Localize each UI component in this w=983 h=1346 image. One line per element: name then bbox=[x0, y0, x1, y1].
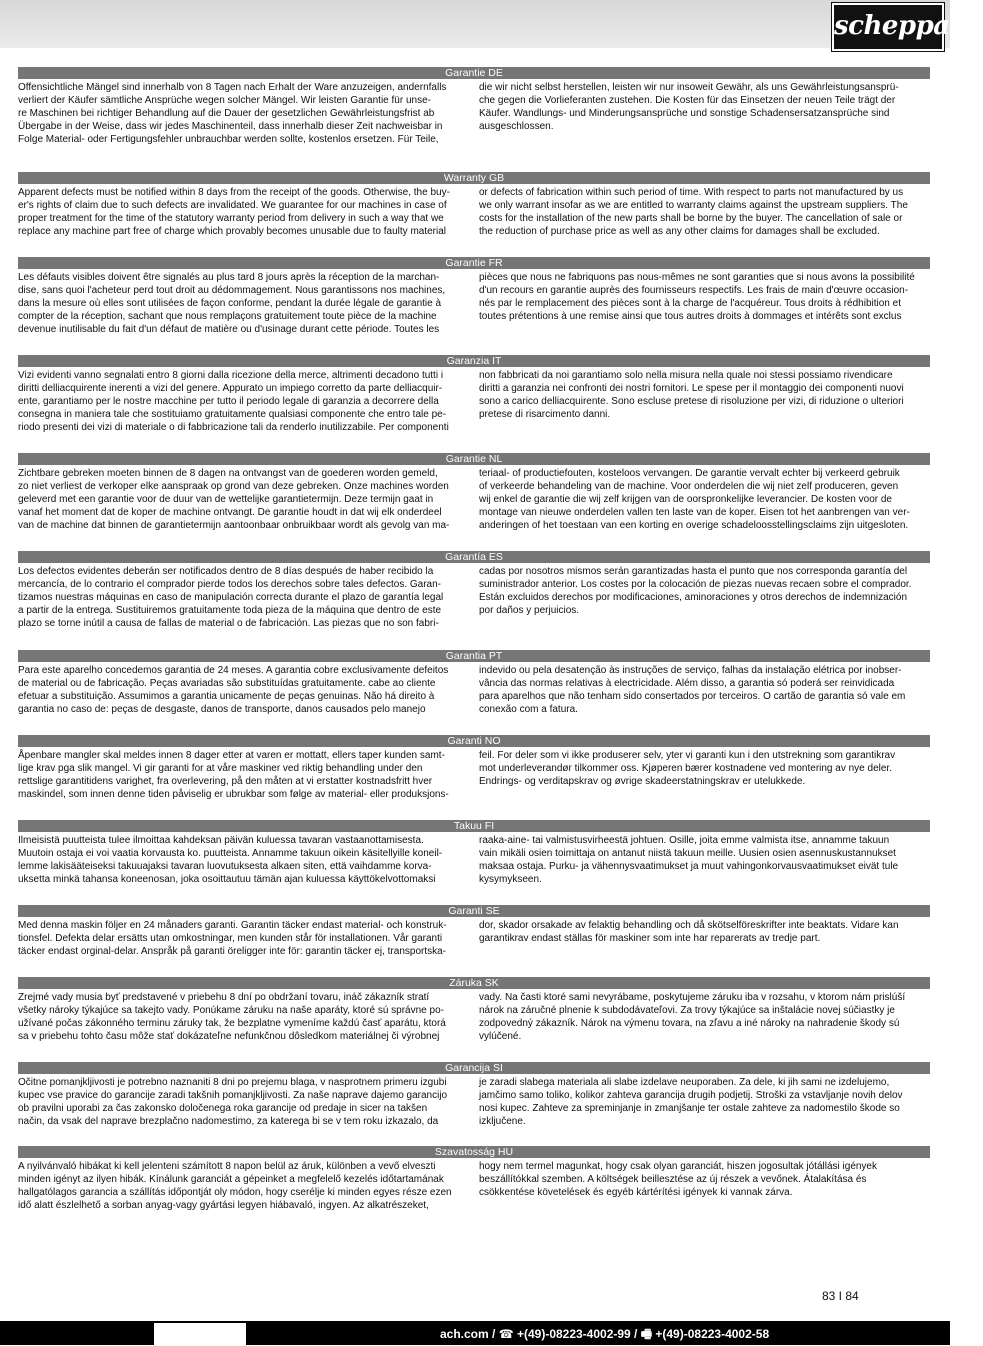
text-column-left: Para este aparelho concedemos garantia de 24 meses. A garantia cobre exclusivamente defeitos de material ou de fabricação. Peças avariadas são substituídas gratuitamente. cabe ao cliente efetuar a substituição. Assumimos a garantia unicamente de peças genuinas. Não há direito à garantia no caso de: peças de desgaste, danos de transporte, danos causados pelo manejo bbox=[18, 665, 449, 716]
section-garanti-se bbox=[18, 905, 930, 958]
section-title: Garanzia IT bbox=[18, 355, 930, 367]
text-column-left: A nyilvánvaló hibákat ki kell jelenteni számított 8 napon belül az áruk, különben a vevő elveszti minden igényt az ilyen hibák. Kínálunk garanciát a gépeinket a megfelelő kezelés időtartamának hallgatólagos garancia a szállítás időpontját oly módon, hogy cserélje ki minden egyes része ezen idő alatt észlelhető a sorban anyag-vagy gyártási legyen hiábavaló, ingyen. Az alkatrészeket, bbox=[18, 1161, 452, 1212]
text-column-left: Apparent defects must be notified within 8 days from the receipt of the goods. Otherwise, the buy- er's rights of claim due to such defects are invalidated. We guarantee for our machines in case of proper treatment for the time of the statutory warranty period from delivery in such a way that we replace any machine part free of charge which provably becomes unusable due to faulty material bbox=[18, 187, 450, 238]
section-title: Garanti SE bbox=[18, 905, 930, 917]
section-garantia-pt bbox=[18, 650, 930, 716]
text-column-left: Ilmeisistä puutteista tulee ilmoittaa kahdeksan päivän kuluessa tavaran vastaanottamisesta. Muutoin ostaja ei voi vaatia korvausta ko. puutteista. Annamme takuun oikein käsitellyille koneil- lemme lakisääteiseksi takuuajaksi tavaran luovutuksesta alkaen siten, että vaihdamme korva- uksetta minkä tahansa koneenosan, joka osoittautuu tämän ajan kuluessa käyttökelvottomaksi bbox=[18, 835, 443, 886]
section-szavatossag-hu bbox=[18, 1146, 930, 1212]
text-column-right: cadas por nosotros mismos serán garantizadas hasta el punto que nos corresponda garantía del suministrador anterior. Los costes por la colocación de piezas nuevas recaen sobre el comprador. Están excluidos derechos por modificaciones, aminoraciones y otros derechos de indemnización por daños y perjuicios. bbox=[479, 566, 912, 617]
text-column-right: indevido ou pela desatenção às instruções de serviço, falhas da instalação elétrica por inobser- vância das normas relativas à electricidade. Além disso, a garantia só poderá ser reinvidicada para aparelhos que não tenham sido consertados por terceiros. O cartão de garantia só vale em conexão com a fatura. bbox=[479, 665, 906, 716]
section-title: Garantie FR bbox=[18, 257, 930, 269]
text-column-left: Očitne pomanjkljivosti je potrebno naznaniti 8 dni po prejemu blaga, v nasprotnem primeru izgubi kupec vse pravice do garancije zaradi takšnih pomanjkljivosti. Za naše naprave dajemo garancijo ob pravilni uporabi za čas zakonsko določenega roka garancije od predaje in sicer na takšen način, da vsak del naprave brezplačno nadomestimo, za katerega bi se v tem roku izkazalo, da bbox=[18, 1077, 448, 1128]
section-title: Garantie NL bbox=[18, 453, 930, 465]
section-title: Garanti NO bbox=[18, 735, 930, 747]
footer-contact-text: ach.com / ☎ +(49)-08223-4002-99 / 🖷 +(49)-08223-4002-58 bbox=[440, 1327, 770, 1341]
text-column-left: Vizi evidenti vanno segnalati entro 8 giorni dalla ricezione della merce, altrimenti decadono tutti i diritti delliacquirente inerenti a vizi del genere. Appurato un impiego corretto da parte delliacquir- ente, garantiamo per le nostre macchine per tutto il periodo legale di garanzia a decorrere della consegna in maniera tale che sostituiamo gratuitamente qualsiasi componente che entro tale pe- riodo presenti dei vizi di materiale o di fabbricazione tali da renderlo inutilizzabile. Per componenti bbox=[18, 370, 449, 434]
section-title: Takuu FI bbox=[18, 820, 930, 832]
scheppach-logo: scheppach bbox=[832, 3, 944, 51]
section-garancija-si bbox=[18, 1062, 930, 1128]
text-column-right: raaka-aine- tai valmistusvirheestä johtuen. Osille, joita emme valmista itse, annamme takuun vain mikäli osien toimittaja on antanut niistä takuun meille. Uusien osien asennuskustannukset maksaa ostaja. Purku- ja vähennysvaatimukset ja muut vahingonkorvausvaatimukset eivät tule kysymykseen. bbox=[479, 835, 899, 886]
section-warranty-gb bbox=[18, 172, 930, 238]
section-title: Záruka SK bbox=[18, 977, 930, 989]
text-column-left: Åpenbare mangler skal meldes innen 8 dager etter at varen er mottatt, ellers taper kunden samt- lige krav pga slik mangel. Vi gir garanti for at våre maskiner ved riktig behandling under den rettslige garantitidens varighet, fra overlevering, på den måten at vi erstatter kostnadsfritt hver maskindel, som innen denne tiden påviselig er ubrukbar som følge av material- eller produksjons- bbox=[18, 750, 449, 801]
section-title: Garancija SI bbox=[18, 1062, 930, 1074]
text-column-right: dor, skador orsakade av felaktig behandling och då skötselföreskrifter inte beaktats. Vidare kan garantikrav endast ställas för maskiner som inte har reparerats av tredje part. bbox=[479, 920, 899, 945]
section-garanzia-it bbox=[18, 355, 930, 434]
text-column-left: Los defectos evidentes deberán ser notificados dentro de 8 días después de haber recibido la mercancía, de lo contrario el comprador pierde todos los derechos sobre tales defectos. Garan- tizamos nuestras máquinas en caso de manipulación correcta durante el plazo de garantía legal a partir de la entrega. Sustituiremos gratuitamente toda pieza de la máquina que dentro de este plazo se torne inútil a causa de fallas de material o de fabricación. Las piezas que no son fabri- bbox=[18, 566, 444, 630]
section-title: Szavatosság HU bbox=[18, 1146, 930, 1158]
text-column-right: non fabbricati da noi garantiamo solo nella misura nella quale noi stessi possiamo rivendicare diritti a garanzia nei confronti dei nostri fornitori. Le spese per il montaggio dei componenti nuovi sono a carico delliacquirente. Sono escluse pretese di risoluzione per vizi, di riduzione o ulteriori pretese di risarcimento danni. bbox=[479, 370, 904, 421]
page-number: 83 I 84 bbox=[822, 1289, 859, 1303]
text-column-left: Zrejmé vady musia byť predstavené v priebehu 8 dní po obdržaní tovaru, ináč zákazník stratí všetky nároky týkajúce sa takejto vady. Ponúkame záruku na naše aparáty, ktoré sú správne po- užívané počas zákonného terminu záruky tak, že bezplatne vymeníme každú časť aparátu, ktorá sa v priebehu tohto času môže stať dokázateľne nefunkčnou dôsledkom materiálnej či výrobnej bbox=[18, 992, 446, 1043]
text-column-right: vady. Na časti ktoré sami nevyrábame, poskytujeme záruku iba v rozsahu, v ktorom nám prislúší nárok na záručné plnenie k subdodávateľovi. Za trovy týkajúce sa inštalácie novej súčiastky je zodpovedný zákazník. Nárok na výmenu tovara, na zľavu a iné nároky na nahradenie škody sú vylúčené. bbox=[479, 992, 906, 1043]
text-column-left: Offensichtliche Mängel sind innerhalb von 8 Tagen nach Erhalt der Ware anzuzeigen, andernfalls verliert der Käufer sämtliche Ansprüche wegen solcher Mängel. Wir leisten Garantie für unse- re Maschinen bei richtiger Behandlung auf die Dauer der gesetzlichen Gewährleistungsfrist ab Übergabe in der Weise, dass wir jedes Maschinenteil, dass innerhalb dieser Zeit nachweisbar in Folge Material- oder Fertigungsfehler unbrauchbar werden sollte, kostenlos ersetzen. Für Teile, bbox=[18, 82, 447, 146]
text-column-right: hogy nem termel magunkat, hogy csak olyan garanciát, hiszen jogosultak jótállási igények beszállítókkal szemben. A költségek beillesztése az új részek a vevőnek. Átalakítása és csökkentése követelések és egyéb kártérítési igények ki vannak zárva. bbox=[479, 1161, 877, 1199]
section-title: Warranty GB bbox=[18, 172, 930, 184]
text-column-right: pièces que nous ne fabriquons pas nous-mêmes ne sont garanties que si nous avons la possibilité d'un recours en garantie auprès des fournisseurs respectifs. Les frais de main d'œuvre occasion- nés par le remplacement des pièces sont à la charge de l'acquéreur. Tous droits à rédhibition et toutes prétentions à une remise ainsi que tous autres droits à dommages et intérêts sont exclus bbox=[479, 272, 915, 323]
section-garantie-de bbox=[18, 67, 930, 146]
section-garantie-nl bbox=[18, 453, 930, 532]
text-column-left: Les défauts visibles doivent être signalés au plus tard 8 jours après la réception de la marchan- dise, sans quoi l'acheteur perd tout droit au dédommagement. Nous garantissons nos machines, dans la mesure où elles sont utilisées de façon conforme, pendant la durée légale de garantie à compter de la réception, sachant que nous remplaçons gratuitement toute pièce de la machine devenue inutilisable du fait d'un défaut de matière ou d'usinage durant cette période. Toutes les bbox=[18, 272, 446, 336]
text-column-right: feil. For deler som vi ikke produserer selv, yter vi garanti kun i den utstrekning som garantikrav mot underleverandør tilkommer oss. Kjøperen bærer kostnadene ved montering av nye deler. Endrings- og verditapskrav og øvrige skadeerstatningskrav er utelukkede. bbox=[479, 750, 896, 788]
section-garanti-no bbox=[18, 735, 930, 801]
section-garantia-es bbox=[18, 551, 930, 630]
section-title: Garantia PT bbox=[18, 650, 930, 662]
section-title: Garantie DE bbox=[18, 67, 930, 79]
text-column-right: teriaal- of productiefouten, kosteloos vervangen. De garantie vervalt echter bij verkeerd gebruik of verkeerde behandeling van de machine. Voor onderdelen die wij niet zelf produceren, geven wij enkel de garantie die wij zelf krijgen van de oorspronkelijke leverancier. De kosten voor de montage van nieuwe onderdelen vallen ten laste van de koper. Eisen tot het aanbrengen van ver- anderingen of het toestaan van een korting en overige schadeloosstellingsclaims zijn uitgesloten. bbox=[479, 468, 910, 532]
text-column-left: Zichtbare gebreken moeten binnen de 8 dagen na ontvangst van de goederen worden gemeld, zo niet verliest de verkoper elke aanspraak op grond van deze gebreken. Onze machines worden geleverd met een garantie voor de duur van de wettelijke garantietermijn. Deze termijn gaat in vanaf het moment dat de koper de machine ontvangt. De garantie houdt in dat wij elk onderdeel van de machine dat binnen de garantietermijn aantoonbaar onbruikbaar wordt als gevolg van ma- bbox=[18, 468, 450, 532]
text-column-left: Med denna maskin följer en 24 månaders garanti. Garantin täcker endast material- och konstruk- tionsfel. Defekta delar ersätts utan omkostningar, men kunden står för installationen. Vår garanti täcker endast orginal-delar. Anspråk på garanti öreligger inte för: garantin täcker ej, transportska- bbox=[18, 920, 447, 958]
section-garantie-fr bbox=[18, 257, 930, 336]
text-column-right: or defects of fabrication within such period of time. With respect to parts not manufactured by us we only warrant insofar as we are entitled to warranty claims against the upstream suppliers. The costs for the installation of the new parts shall be borne by the buyer. The cancellation of sale or the reduction of purchase price as well as any other claims for damages shall be excluded. bbox=[479, 187, 908, 238]
top-header-bar bbox=[0, 0, 950, 48]
text-column-right: je zaradi slabega materiala ali slabe izdelave neuporaben. Za dele, ki jih sami ne izdelujemo, jamčimo samo toliko, kolikor zahteva garancija drugih podjetij. Stroški za vstavljanje novih delov nosi kupec. Zahteve za spreminjanje in zmanjšanje ter ostale zahteve za nadomestilo škode so izključene. bbox=[479, 1077, 903, 1128]
section-takuu-fi bbox=[18, 820, 930, 886]
section-zaruka-sk bbox=[18, 977, 930, 1043]
footer-white-block bbox=[154, 1323, 246, 1345]
section-title: Garantía ES bbox=[18, 551, 930, 563]
text-column-right: die wir nicht selbst herstellen, leisten wir nur insoweit Gewähr, als uns Gewährleistungsansprü- che gegen die Vorlieferanten zustehen. Die Kosten für das Einsetzen der neuen Teile trägt der Käufer. Wandlungs- und Minderungsansprüche und sonstige Schadensersatzansprüche sind ausgeschlossen. bbox=[479, 82, 899, 133]
